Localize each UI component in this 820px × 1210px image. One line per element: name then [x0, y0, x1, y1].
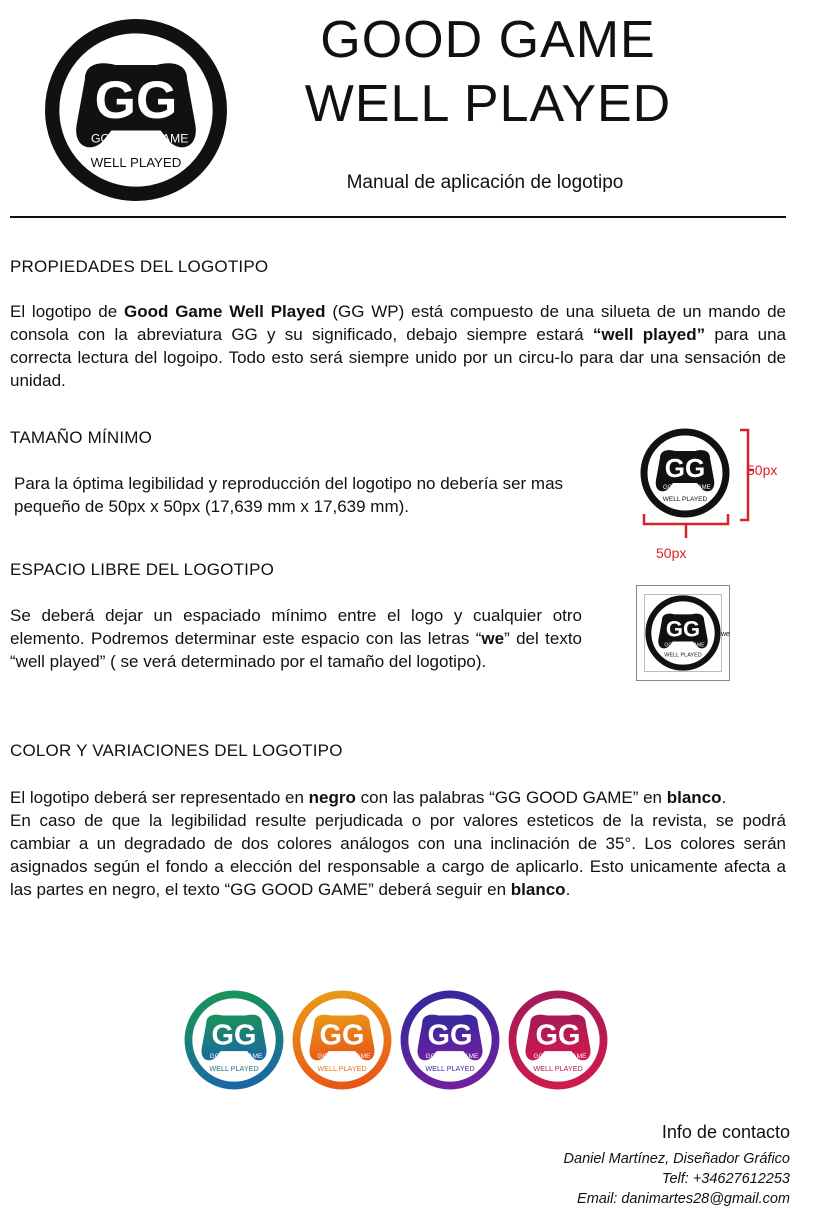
text-run: con las palabras “GG GOOD GAME” en	[355, 788, 667, 807]
variant-logo-text: GG	[427, 1019, 473, 1052]
variant-logo-text: WELL PLAYED	[317, 1064, 367, 1074]
dimension-label-vertical: 50px	[747, 462, 778, 478]
text-run: (GG WP) está compuesto de una silueta de un mando de consola con la abreviatura GG y su significado, debajo siempre estará	[10, 302, 786, 344]
bold-run: Good Game Well Played	[124, 302, 326, 321]
variant-logo-text: GG	[211, 1019, 257, 1052]
text-run: En caso de que la legibilidad resulte perjudicada o por valores esteticos de la revista, se podrá cambiar a un degradado de dos colores análogos con una inclinación de 35°. Los colores serán asignados según el fondo a elección del responsable a cargo de aplicarlo. Esto unicamente afecta a las partes en negro, el texto “GG GOOD GAME” deberá seguir en	[10, 811, 786, 899]
header-divider	[10, 216, 786, 218]
color-variants-row	[184, 990, 614, 1090]
gg-logo-main	[44, 18, 228, 202]
text-run: ” del texto “well played” ( se verá determinado por el tamaño del logotipo).	[10, 629, 583, 671]
text-run: Se deberá dejar un espaciado mínimo entre el logo y cualquier otro elemento. Podremos determinar este espacio con las letras “	[10, 606, 582, 648]
bold-run: we	[481, 629, 505, 648]
variant-logo-text: GAME	[350, 1052, 371, 1060]
section-heading-tamano: TAMAÑO MÍNIMO	[10, 428, 153, 447]
page-subtitle: Manual de aplicación de logotipo	[346, 172, 624, 193]
variant-logo-text: GG	[535, 1019, 581, 1052]
bold-run: “well played”	[592, 325, 706, 344]
espacio-paragraph	[10, 604, 582, 673]
section-heading-color: COLOR Y VARIACIONES DEL LOGOTIPO	[10, 741, 343, 760]
title-line-2: WELL PLAYED	[304, 75, 672, 133]
propiedades-paragraph	[10, 300, 786, 392]
gg-logo-variant-2	[292, 990, 392, 1090]
bold-run: blanco	[666, 788, 722, 807]
gg-logo-variant-1	[184, 990, 284, 1090]
variant-logo-text: GG	[319, 1019, 365, 1052]
variant-logo-text: GOOD	[209, 1052, 230, 1060]
variant-logo-text: GOOD	[533, 1052, 554, 1060]
variant-logo-text: GAME	[458, 1052, 479, 1060]
variant-logo-text: GAME	[242, 1052, 263, 1060]
gg-logo-variant-3	[400, 990, 500, 1090]
section-heading-espacio: ESPACIO LIBRE DEL LOGOTIPO	[10, 560, 275, 579]
page-title	[278, 8, 698, 136]
text-run: para una correcta lectura del logoipo. Todo esto será siempre unido por un circu-lo para dar una sensación de unidad.	[10, 325, 787, 390]
gg-logo-clear-space	[645, 595, 721, 671]
dimension-markers	[630, 420, 780, 550]
bold-run: negro	[308, 788, 356, 807]
text-run: El logotipo deberá ser representado en	[10, 788, 309, 807]
contact-name: Daniel Martínez, Diseñador Gráfico	[563, 1151, 790, 1167]
variant-logo-text: WELL PLAYED	[209, 1064, 259, 1074]
variant-logo-text: GAME	[566, 1052, 587, 1060]
gg-logo-variant-4	[508, 990, 608, 1090]
text-run: .	[721, 788, 727, 807]
section-heading-propiedades: PROPIEDADES DEL LOGOTIPO	[10, 257, 269, 276]
variant-logo-text: WELL PLAYED	[533, 1064, 583, 1074]
contact-title: Info de contacto	[661, 1122, 790, 1142]
text-run: El logotipo de	[10, 302, 125, 321]
variant-logo-text: WELL PLAYED	[425, 1064, 475, 1074]
variant-logo-text: GOOD	[317, 1052, 338, 1060]
contact-block	[564, 1122, 790, 1209]
title-line-1: GOOD GAME	[320, 11, 656, 69]
variant-logo-text: GOOD	[425, 1052, 446, 1060]
text-run: .	[565, 880, 571, 899]
dimension-label-horizontal: 50px	[656, 545, 687, 561]
color-paragraph	[10, 786, 786, 901]
we-label: we	[721, 631, 730, 638]
contact-phone: Telf: +34627612253	[661, 1171, 790, 1187]
contact-email: Email: danimartes28@gmail.com	[577, 1191, 790, 1207]
tamano-paragraph: Para la óptima legibilidad y reproducción del logotipo no debería ser mas pequeño de 50px x 50px (17,639 mm x 17,639 mm).	[14, 474, 564, 516]
bold-run: blanco	[510, 880, 566, 899]
